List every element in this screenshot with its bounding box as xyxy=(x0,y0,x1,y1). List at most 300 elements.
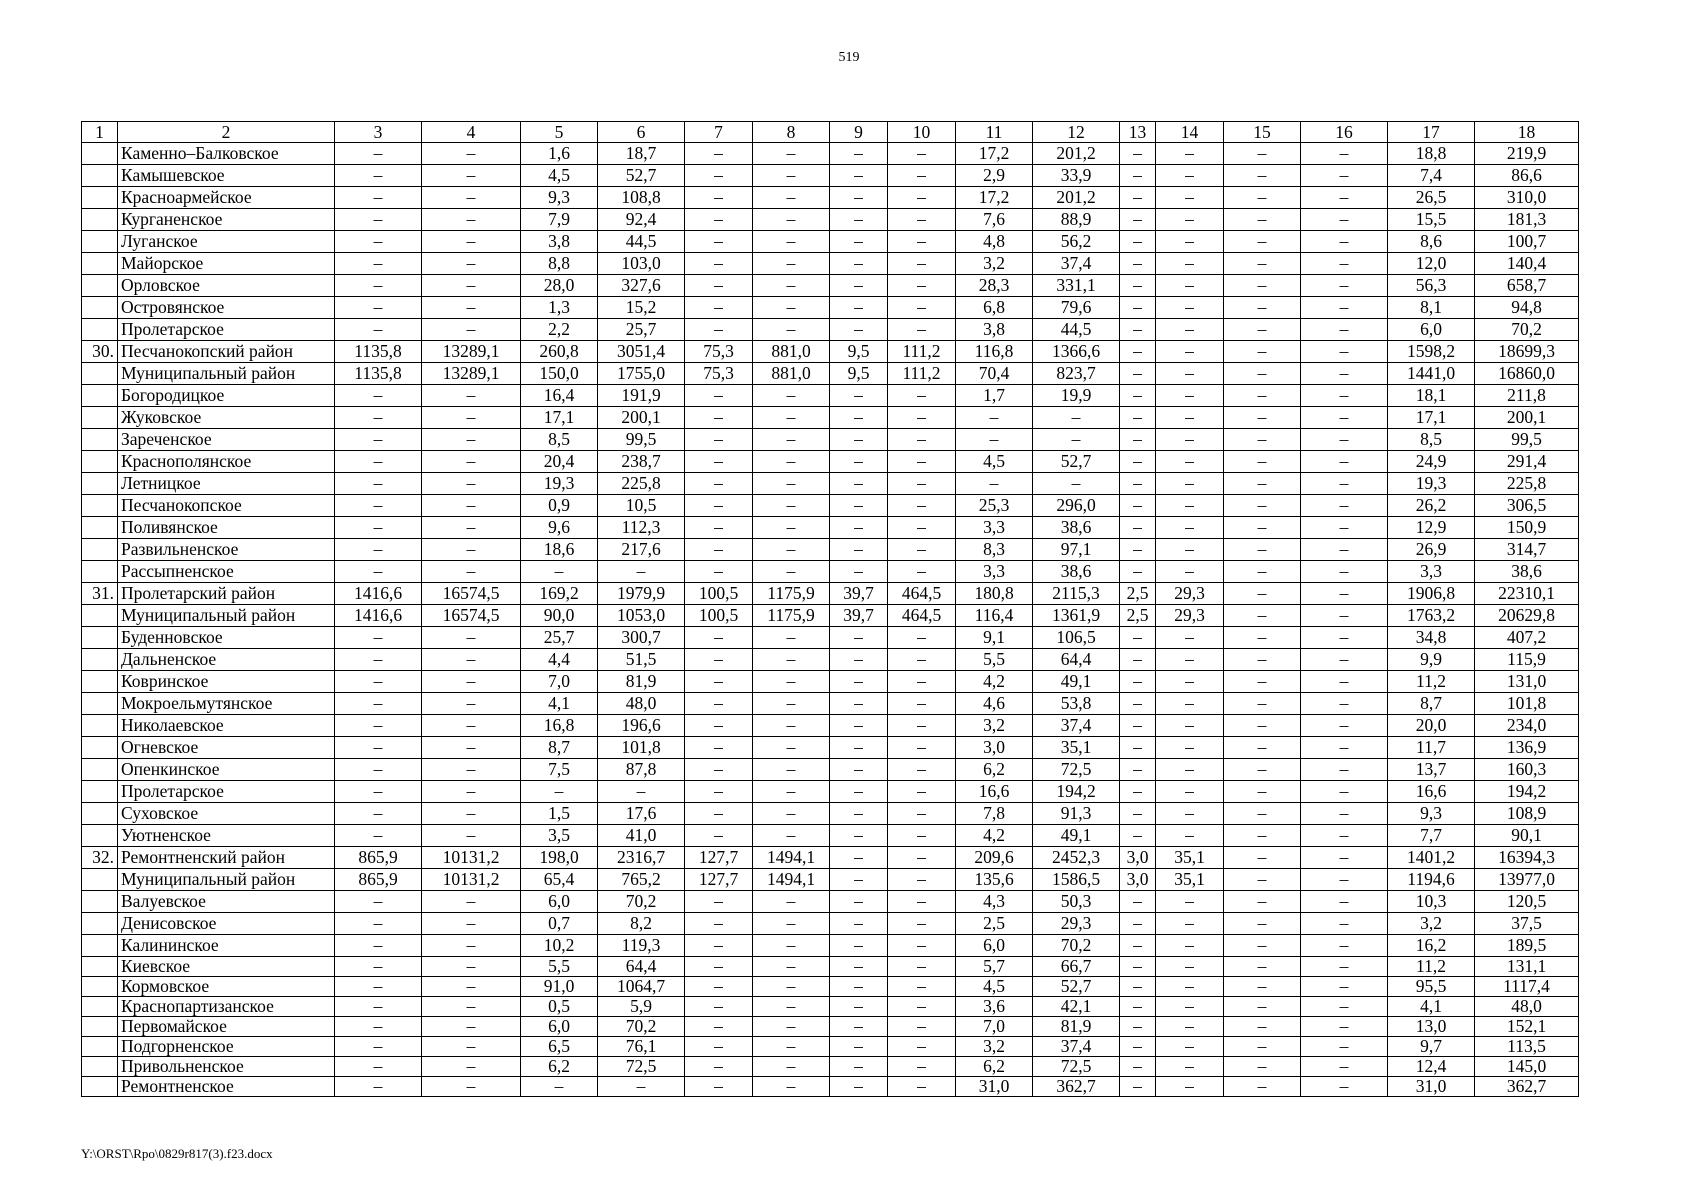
settlement-name-cell: Муниципальный район xyxy=(118,605,335,627)
value-cell: 97,1 xyxy=(1033,539,1120,561)
value-cell: 48,0 xyxy=(598,693,685,715)
table-row xyxy=(82,517,1579,539)
value-cell: – xyxy=(1120,561,1156,583)
value-cell: – xyxy=(422,803,521,825)
table-row xyxy=(82,715,1579,737)
value-cell: 35,1 xyxy=(1033,737,1120,759)
value-cell: – xyxy=(1301,891,1388,913)
value-cell: – xyxy=(422,451,521,473)
table-row xyxy=(82,935,1579,957)
value-cell: 865,9 xyxy=(335,847,422,869)
value-cell: – xyxy=(1120,297,1156,319)
value-cell: – xyxy=(422,517,521,539)
value-cell: 39,7 xyxy=(830,583,888,605)
value-cell: 6,0 xyxy=(521,891,598,913)
value-cell: – xyxy=(753,429,830,451)
value-cell: 17,1 xyxy=(521,407,598,429)
value-cell: 6,2 xyxy=(521,1057,598,1077)
row-number-cell xyxy=(82,231,118,253)
value-cell: – xyxy=(1301,781,1388,803)
value-cell: – xyxy=(422,649,521,671)
settlement-name-cell: Подгорненское xyxy=(118,1037,335,1057)
column-header: 18 xyxy=(1475,122,1579,143)
value-cell: 7,0 xyxy=(521,671,598,693)
table-row xyxy=(82,583,1579,605)
value-cell: – xyxy=(1301,275,1388,297)
value-cell: 6,0 xyxy=(521,1017,598,1037)
value-cell: – xyxy=(888,473,956,495)
value-cell: 1,5 xyxy=(521,803,598,825)
value-cell: – xyxy=(1224,473,1301,495)
value-cell: – xyxy=(1224,1017,1301,1037)
value-cell: 291,4 xyxy=(1475,451,1579,473)
value-cell: – xyxy=(830,649,888,671)
value-cell: 50,3 xyxy=(1033,891,1120,913)
row-number-cell xyxy=(82,935,118,957)
table-row xyxy=(82,671,1579,693)
value-cell: – xyxy=(1301,187,1388,209)
value-cell: – xyxy=(1120,231,1156,253)
value-cell: 99,5 xyxy=(1475,429,1579,451)
value-cell: 136,9 xyxy=(1475,737,1579,759)
value-cell: – xyxy=(1156,297,1224,319)
table-row xyxy=(82,165,1579,187)
value-cell: 100,7 xyxy=(1475,231,1579,253)
value-cell: – xyxy=(685,231,753,253)
settlement-name-cell: Ремонтненский район xyxy=(118,847,335,869)
value-cell: – xyxy=(1156,977,1224,997)
value-cell: 201,2 xyxy=(1033,143,1120,165)
value-cell: – xyxy=(888,297,956,319)
value-cell: – xyxy=(956,429,1033,451)
value-cell: – xyxy=(1033,473,1120,495)
value-cell: 152,1 xyxy=(1475,1017,1579,1037)
value-cell: – xyxy=(888,539,956,561)
value-cell: 314,7 xyxy=(1475,539,1579,561)
value-cell: 198,0 xyxy=(521,847,598,869)
settlement-name-cell: Муниципальный район xyxy=(118,363,335,385)
value-cell: 20,4 xyxy=(521,451,598,473)
value-cell: 4,8 xyxy=(956,231,1033,253)
value-cell: – xyxy=(830,275,888,297)
table-row xyxy=(82,781,1579,803)
row-number-cell xyxy=(82,1037,118,1057)
value-cell: 1979,9 xyxy=(598,583,685,605)
value-cell: – xyxy=(753,1077,830,1097)
value-cell: 464,5 xyxy=(888,583,956,605)
value-cell: – xyxy=(1301,429,1388,451)
value-cell: – xyxy=(1120,913,1156,935)
value-cell: 116,8 xyxy=(956,341,1033,363)
value-cell: 19,3 xyxy=(1388,473,1475,495)
value-cell: – xyxy=(1156,693,1224,715)
value-cell: – xyxy=(830,977,888,997)
value-cell: 4,5 xyxy=(956,451,1033,473)
value-cell: – xyxy=(1120,977,1156,997)
value-cell: – xyxy=(422,275,521,297)
value-cell: – xyxy=(1301,913,1388,935)
value-cell: – xyxy=(1224,715,1301,737)
value-cell: – xyxy=(1156,561,1224,583)
value-cell: – xyxy=(1224,319,1301,341)
value-cell: 65,4 xyxy=(521,869,598,891)
value-cell: 8,7 xyxy=(521,737,598,759)
value-cell: – xyxy=(422,715,521,737)
value-cell: – xyxy=(753,407,830,429)
value-cell: – xyxy=(830,1077,888,1097)
value-cell: – xyxy=(830,891,888,913)
value-cell: – xyxy=(888,627,956,649)
value-cell: 3,2 xyxy=(956,1037,1033,1057)
value-cell: 99,5 xyxy=(598,429,685,451)
value-cell: – xyxy=(1224,737,1301,759)
value-cell: – xyxy=(422,253,521,275)
value-cell: – xyxy=(1301,825,1388,847)
value-cell: – xyxy=(1156,495,1224,517)
value-cell: – xyxy=(1301,583,1388,605)
column-header: 4 xyxy=(422,122,521,143)
row-number-cell xyxy=(82,275,118,297)
value-cell: 29,3 xyxy=(1156,583,1224,605)
value-cell: 72,5 xyxy=(1033,1057,1120,1077)
value-cell: 1441,0 xyxy=(1388,363,1475,385)
table-row xyxy=(82,891,1579,913)
column-header: 14 xyxy=(1156,122,1224,143)
value-cell: 2,2 xyxy=(521,319,598,341)
table-row xyxy=(82,275,1579,297)
settlement-name-cell: Камышевское xyxy=(118,165,335,187)
value-cell: 9,3 xyxy=(1388,803,1475,825)
table-row xyxy=(82,957,1579,977)
value-cell: 28,0 xyxy=(521,275,598,297)
value-cell: – xyxy=(888,1077,956,1097)
table-row xyxy=(82,363,1579,385)
value-cell: 8,6 xyxy=(1388,231,1475,253)
value-cell: – xyxy=(335,825,422,847)
value-cell: 44,5 xyxy=(598,231,685,253)
value-cell: – xyxy=(335,649,422,671)
row-number-cell xyxy=(82,385,118,407)
value-cell: – xyxy=(753,891,830,913)
value-cell: – xyxy=(1224,517,1301,539)
value-cell: 100,5 xyxy=(685,583,753,605)
value-cell: – xyxy=(1120,495,1156,517)
value-cell: 51,5 xyxy=(598,649,685,671)
value-cell: – xyxy=(335,693,422,715)
settlement-name-cell: Мокроельмутянское xyxy=(118,693,335,715)
value-cell: – xyxy=(1120,715,1156,737)
table-row xyxy=(82,977,1579,997)
value-cell: – xyxy=(830,781,888,803)
value-cell: 35,1 xyxy=(1156,869,1224,891)
settlement-name-cell: Орловское xyxy=(118,275,335,297)
value-cell: 9,9 xyxy=(1388,649,1475,671)
value-cell: 11,2 xyxy=(1388,671,1475,693)
value-cell: – xyxy=(888,997,956,1017)
value-cell: – xyxy=(888,957,956,977)
value-cell: – xyxy=(888,561,956,583)
value-cell: – xyxy=(685,997,753,1017)
value-cell: – xyxy=(830,451,888,473)
row-number-cell xyxy=(82,891,118,913)
value-cell: – xyxy=(830,957,888,977)
value-cell: – xyxy=(1156,539,1224,561)
value-cell: 17,6 xyxy=(598,803,685,825)
value-cell: – xyxy=(1301,737,1388,759)
table-row xyxy=(82,693,1579,715)
value-cell: 1,3 xyxy=(521,297,598,319)
value-cell: 9,5 xyxy=(830,363,888,385)
value-cell: 120,5 xyxy=(1475,891,1579,913)
value-cell: 8,2 xyxy=(598,913,685,935)
value-cell: – xyxy=(1156,517,1224,539)
value-cell: 0,9 xyxy=(521,495,598,517)
value-cell: 37,5 xyxy=(1475,913,1579,935)
value-cell: – xyxy=(1301,209,1388,231)
value-cell: 64,4 xyxy=(1033,649,1120,671)
column-header: 12 xyxy=(1033,122,1120,143)
value-cell: – xyxy=(888,671,956,693)
value-cell: – xyxy=(888,715,956,737)
value-cell: 20,0 xyxy=(1388,715,1475,737)
settlement-name-cell: Киевское xyxy=(118,957,335,977)
column-header: 7 xyxy=(685,122,753,143)
value-cell: 1053,0 xyxy=(598,605,685,627)
value-cell: 37,4 xyxy=(1033,1037,1120,1057)
value-cell: 38,6 xyxy=(1475,561,1579,583)
row-number-cell xyxy=(82,363,118,385)
value-cell: 22310,1 xyxy=(1475,583,1579,605)
value-cell: – xyxy=(422,957,521,977)
value-cell: 3051,4 xyxy=(598,341,685,363)
value-cell: – xyxy=(830,319,888,341)
value-cell: 13289,1 xyxy=(422,341,521,363)
value-cell: 4,5 xyxy=(521,165,598,187)
value-cell: – xyxy=(422,977,521,997)
value-cell: – xyxy=(1120,165,1156,187)
value-cell: 16,6 xyxy=(956,781,1033,803)
table-row xyxy=(82,385,1579,407)
table-row xyxy=(82,825,1579,847)
value-cell: – xyxy=(830,847,888,869)
row-number-cell xyxy=(82,977,118,997)
value-cell: – xyxy=(753,539,830,561)
value-cell: – xyxy=(422,385,521,407)
value-cell: 91,0 xyxy=(521,977,598,997)
value-cell: 160,3 xyxy=(1475,759,1579,781)
row-number-cell xyxy=(82,407,118,429)
value-cell: 2,5 xyxy=(956,913,1033,935)
value-cell: – xyxy=(685,649,753,671)
value-cell: – xyxy=(685,1037,753,1057)
value-cell: – xyxy=(888,1037,956,1057)
value-cell: 41,0 xyxy=(598,825,685,847)
value-cell: 92,4 xyxy=(598,209,685,231)
value-cell: – xyxy=(753,1037,830,1057)
value-cell: – xyxy=(1301,803,1388,825)
value-cell: – xyxy=(335,781,422,803)
row-number-cell xyxy=(82,693,118,715)
value-cell: 2,9 xyxy=(956,165,1033,187)
value-cell: 7,9 xyxy=(521,209,598,231)
value-cell: 31,0 xyxy=(956,1077,1033,1097)
settlement-name-cell: Краснополянское xyxy=(118,451,335,473)
value-cell: 16,2 xyxy=(1388,935,1475,957)
value-cell: 103,0 xyxy=(598,253,685,275)
value-cell: 10,2 xyxy=(521,935,598,957)
value-cell: 112,3 xyxy=(598,517,685,539)
value-cell: – xyxy=(685,759,753,781)
value-cell: – xyxy=(685,913,753,935)
value-cell: – xyxy=(1156,759,1224,781)
value-cell: – xyxy=(598,1077,685,1097)
value-cell: 865,9 xyxy=(335,869,422,891)
value-cell: – xyxy=(685,803,753,825)
value-cell: – xyxy=(1120,319,1156,341)
row-number-cell: 32. xyxy=(82,847,118,869)
value-cell: – xyxy=(1224,869,1301,891)
value-cell: – xyxy=(335,759,422,781)
row-number-cell: 31. xyxy=(82,583,118,605)
table-row xyxy=(82,1017,1579,1037)
value-cell: – xyxy=(1156,781,1224,803)
value-cell: 464,5 xyxy=(888,605,956,627)
value-cell: 2316,7 xyxy=(598,847,685,869)
value-cell: 88,9 xyxy=(1033,209,1120,231)
value-cell: – xyxy=(1224,231,1301,253)
value-cell: – xyxy=(1224,935,1301,957)
value-cell: – xyxy=(521,1077,598,1097)
value-cell: – xyxy=(888,649,956,671)
value-cell: – xyxy=(335,561,422,583)
value-cell: – xyxy=(335,1037,422,1057)
value-cell: 140,4 xyxy=(1475,253,1579,275)
value-cell: – xyxy=(1120,671,1156,693)
value-cell: – xyxy=(830,539,888,561)
table-row xyxy=(82,605,1579,627)
value-cell: – xyxy=(1120,187,1156,209)
row-number-cell xyxy=(82,495,118,517)
value-cell: 37,4 xyxy=(1033,715,1120,737)
settlement-name-cell: Денисовское xyxy=(118,913,335,935)
value-cell: 3,3 xyxy=(1388,561,1475,583)
value-cell: – xyxy=(830,759,888,781)
value-cell: 111,2 xyxy=(888,363,956,385)
value-cell: – xyxy=(1156,231,1224,253)
row-number-cell xyxy=(82,429,118,451)
value-cell: – xyxy=(888,231,956,253)
value-cell: – xyxy=(685,451,753,473)
value-cell: – xyxy=(753,517,830,539)
value-cell: 56,2 xyxy=(1033,231,1120,253)
value-cell: 7,8 xyxy=(956,803,1033,825)
value-cell: 91,3 xyxy=(1033,803,1120,825)
value-cell: – xyxy=(830,803,888,825)
row-number-cell xyxy=(82,627,118,649)
value-cell: 16860,0 xyxy=(1475,363,1579,385)
value-cell: 48,0 xyxy=(1475,997,1579,1017)
value-cell: – xyxy=(1120,1037,1156,1057)
value-cell: – xyxy=(335,671,422,693)
value-cell: – xyxy=(753,143,830,165)
value-cell: 3,0 xyxy=(1120,847,1156,869)
value-cell: 4,2 xyxy=(956,671,1033,693)
table-header-row xyxy=(82,122,1579,143)
value-cell: – xyxy=(685,319,753,341)
table-row xyxy=(82,1077,1579,1097)
value-cell: 17,2 xyxy=(956,187,1033,209)
value-cell: – xyxy=(753,759,830,781)
value-cell: – xyxy=(830,165,888,187)
settlement-name-cell: Пролетарское xyxy=(118,319,335,341)
value-cell: 31,0 xyxy=(1388,1077,1475,1097)
value-cell: 100,5 xyxy=(685,605,753,627)
value-cell: – xyxy=(521,781,598,803)
value-cell: 131,0 xyxy=(1475,671,1579,693)
value-cell: – xyxy=(888,385,956,407)
value-cell: – xyxy=(888,187,956,209)
value-cell: 200,1 xyxy=(598,407,685,429)
value-cell: – xyxy=(1224,977,1301,997)
value-cell: – xyxy=(1224,649,1301,671)
value-cell: – xyxy=(1156,473,1224,495)
value-cell: – xyxy=(1120,957,1156,977)
value-cell: 217,6 xyxy=(598,539,685,561)
row-number-cell xyxy=(82,869,118,891)
table-row xyxy=(82,1057,1579,1077)
value-cell: – xyxy=(753,385,830,407)
value-cell: – xyxy=(422,1017,521,1037)
value-cell: 11,2 xyxy=(1388,957,1475,977)
table-row xyxy=(82,561,1579,583)
value-cell: – xyxy=(335,275,422,297)
value-cell: 196,6 xyxy=(598,715,685,737)
settlement-name-cell: Песчанокопский район xyxy=(118,341,335,363)
row-number-cell xyxy=(82,539,118,561)
value-cell: 16,6 xyxy=(1388,781,1475,803)
value-cell: – xyxy=(1120,517,1156,539)
value-cell: 3,8 xyxy=(956,319,1033,341)
value-cell: 70,4 xyxy=(956,363,1033,385)
value-cell: 9,5 xyxy=(830,341,888,363)
value-cell: – xyxy=(753,1017,830,1037)
value-cell: 29,3 xyxy=(1156,605,1224,627)
table-row xyxy=(82,473,1579,495)
row-number-cell xyxy=(82,957,118,977)
value-cell: 5,9 xyxy=(598,997,685,1017)
value-cell: 1175,9 xyxy=(753,583,830,605)
value-cell: – xyxy=(1120,627,1156,649)
row-number-cell xyxy=(82,1057,118,1077)
value-cell: 1,6 xyxy=(521,143,598,165)
value-cell: 70,2 xyxy=(1475,319,1579,341)
value-cell: – xyxy=(685,781,753,803)
value-cell: 12,4 xyxy=(1388,1057,1475,1077)
value-cell: 306,5 xyxy=(1475,495,1579,517)
value-cell: 1064,7 xyxy=(598,977,685,997)
value-cell: 2,5 xyxy=(1120,605,1156,627)
value-cell: 145,0 xyxy=(1475,1057,1579,1077)
value-cell: 16574,5 xyxy=(422,583,521,605)
value-cell: – xyxy=(1120,429,1156,451)
value-cell: – xyxy=(830,385,888,407)
value-cell: – xyxy=(1120,737,1156,759)
value-cell: 19,9 xyxy=(1033,385,1120,407)
row-number-cell xyxy=(82,649,118,671)
settlement-name-cell: Пролетарское xyxy=(118,781,335,803)
value-cell: – xyxy=(1224,825,1301,847)
value-cell: – xyxy=(888,1057,956,1077)
